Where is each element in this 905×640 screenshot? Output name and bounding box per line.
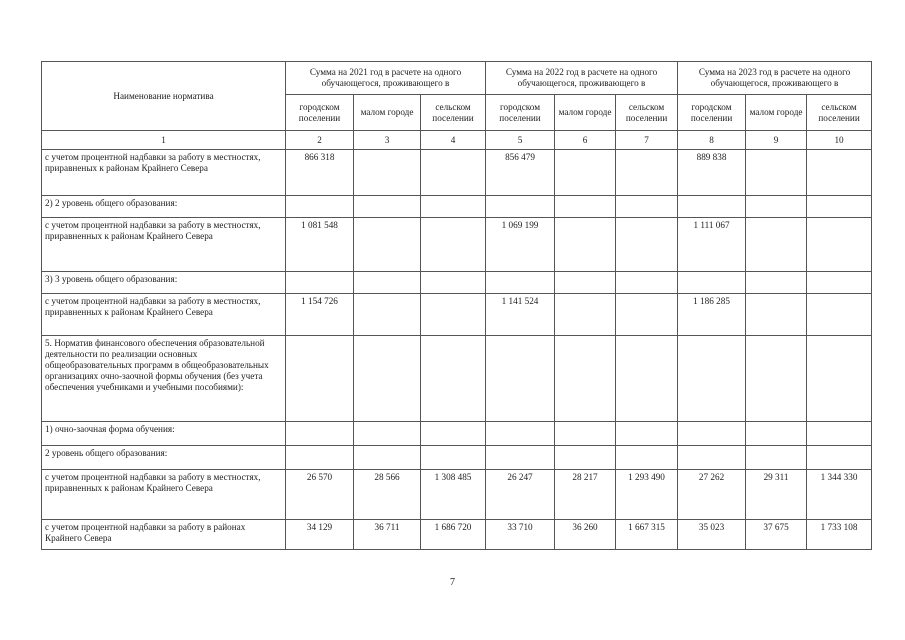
row-value — [807, 336, 872, 422]
row-value: 35 023 — [678, 520, 746, 550]
name-column-header: Наименование норматива — [42, 62, 286, 131]
row-value — [354, 150, 421, 196]
row-value: 28 217 — [555, 470, 616, 520]
row-value — [616, 294, 678, 336]
subheader-rural: сельском поселении — [807, 95, 872, 131]
row-value — [678, 422, 746, 446]
row-value: 28 566 — [354, 470, 421, 520]
subheader-urban: городском поселении — [286, 95, 354, 131]
row-value — [421, 196, 486, 218]
row-value — [354, 196, 421, 218]
row-value — [746, 422, 807, 446]
column-number: 3 — [354, 131, 421, 150]
row-name: 5. Норматив финансового обеспечения образовательной деятельности по реализации основных общеобразовательных программ в общеобразовательных организациях очно-заочной формы обучения (без учета обеспечения учебниками и учебными пособиями): — [42, 336, 286, 422]
row-name: с учетом процентной надбавки за работу в районах Крайнего Севера — [42, 520, 286, 550]
data-rows — [42, 150, 872, 550]
row-value — [354, 336, 421, 422]
column-number-row — [42, 131, 872, 150]
row-value — [354, 422, 421, 446]
column-number: 10 — [807, 131, 872, 150]
subheader-rural: сельском поселении — [421, 95, 486, 131]
row-value — [486, 336, 555, 422]
subheader-small-town: малом городе — [746, 95, 807, 131]
group-header-2023: Сумма на 2023 год в расчете на одного обучающегося, проживающего в — [678, 62, 872, 95]
row-value — [555, 336, 616, 422]
table-row — [42, 196, 872, 218]
group-header-2021: Сумма на 2021 год в расчете на одного обучающегося, проживающего в — [286, 62, 486, 95]
row-value: 34 129 — [286, 520, 354, 550]
column-number: 9 — [746, 131, 807, 150]
row-value — [616, 196, 678, 218]
row-value: 1 141 524 — [486, 294, 555, 336]
subheader-small-town: малом городе — [354, 95, 421, 131]
row-name: 1) очно-заочная форма обучения: — [42, 422, 286, 446]
row-value: 1 111 067 — [678, 218, 746, 272]
row-value: 1 293 490 — [616, 470, 678, 520]
row-value — [555, 446, 616, 470]
row-value — [486, 422, 555, 446]
column-number: 5 — [486, 131, 555, 150]
row-value — [286, 196, 354, 218]
row-value — [555, 196, 616, 218]
table-row — [42, 294, 872, 336]
row-value — [807, 218, 872, 272]
row-value — [678, 446, 746, 470]
row-value — [421, 336, 486, 422]
row-value — [286, 272, 354, 294]
row-value — [616, 422, 678, 446]
row-value — [421, 272, 486, 294]
subheader-small-town: малом городе — [555, 95, 616, 131]
row-value — [555, 294, 616, 336]
row-value — [555, 150, 616, 196]
row-value — [354, 218, 421, 272]
row-value: 36 260 — [555, 520, 616, 550]
row-name: 2) 2 уровень общего образования: — [42, 196, 286, 218]
row-value — [354, 294, 421, 336]
table-row — [42, 422, 872, 446]
row-value — [421, 150, 486, 196]
row-value — [555, 272, 616, 294]
row-value — [486, 196, 555, 218]
row-value — [354, 272, 421, 294]
row-value: 856 479 — [486, 150, 555, 196]
row-value — [555, 218, 616, 272]
row-value — [807, 422, 872, 446]
column-number: 2 — [286, 131, 354, 150]
row-value — [286, 422, 354, 446]
group-header-row — [42, 62, 872, 95]
row-value — [746, 336, 807, 422]
row-value — [746, 294, 807, 336]
page-number: 7 — [450, 577, 455, 588]
row-value — [678, 336, 746, 422]
row-value — [486, 446, 555, 470]
subheader-rural: сельском поселении — [616, 95, 678, 131]
column-number: 1 — [42, 131, 286, 150]
table-row — [42, 272, 872, 294]
row-value: 1 667 315 — [616, 520, 678, 550]
row-name: 3) 3 уровень общего образования: — [42, 272, 286, 294]
row-value — [807, 446, 872, 470]
row-value — [807, 150, 872, 196]
row-value: 866 318 — [286, 150, 354, 196]
row-value — [746, 446, 807, 470]
subheader-urban: городском поселении — [678, 95, 746, 131]
row-value — [746, 196, 807, 218]
row-value — [421, 446, 486, 470]
row-value: 1 186 285 — [678, 294, 746, 336]
row-value — [807, 272, 872, 294]
row-value — [354, 446, 421, 470]
row-name: с учетом процентной надбавки за работу в местностях, приравненных к районам Крайнего Севера — [42, 294, 286, 336]
row-value: 889 838 — [678, 150, 746, 196]
row-value: 27 262 — [678, 470, 746, 520]
row-value: 36 711 — [354, 520, 421, 550]
row-name: с учетом процентной надбавки за работу в местностях, приравненных к районам Крайнего Севера — [42, 218, 286, 272]
column-number: 8 — [678, 131, 746, 150]
row-value — [746, 150, 807, 196]
row-value: 1 686 720 — [421, 520, 486, 550]
row-value — [616, 218, 678, 272]
subheader-urban: городском поселении — [486, 95, 555, 131]
row-value: 1 308 485 — [421, 470, 486, 520]
row-value — [746, 218, 807, 272]
row-name: с учетом процентной надбавки за работу в местностях, приравненых к районам Крайнего Севера — [42, 150, 286, 196]
row-value — [616, 150, 678, 196]
row-value — [421, 294, 486, 336]
row-value — [486, 272, 555, 294]
row-value — [807, 196, 872, 218]
row-value — [678, 272, 746, 294]
row-value — [286, 336, 354, 422]
table-row — [42, 520, 872, 550]
row-value — [286, 446, 354, 470]
column-number: 7 — [616, 131, 678, 150]
row-value — [616, 336, 678, 422]
row-value — [616, 446, 678, 470]
row-value: 37 675 — [746, 520, 807, 550]
table-row — [42, 218, 872, 272]
row-value — [616, 272, 678, 294]
row-value — [555, 422, 616, 446]
column-number: 4 — [421, 131, 486, 150]
row-value: 26 570 — [286, 470, 354, 520]
row-value: 1 069 199 — [486, 218, 555, 272]
row-value: 1 154 726 — [286, 294, 354, 336]
row-value — [678, 196, 746, 218]
row-value: 29 311 — [746, 470, 807, 520]
column-number: 6 — [555, 131, 616, 150]
table-row — [42, 336, 872, 422]
row-value — [421, 422, 486, 446]
group-header-2022: Сумма на 2022 год в расчете на одного обучающегося, проживающего в — [486, 62, 678, 95]
table-row — [42, 470, 872, 520]
row-value: 33 710 — [486, 520, 555, 550]
row-value: 1 081 548 — [286, 218, 354, 272]
row-name: с учетом процентной надбавки за работу в местностях, приравненных к районам Крайнего Севера — [42, 470, 286, 520]
normative-table — [41, 61, 872, 550]
row-value: 1 733 108 — [807, 520, 872, 550]
row-value: 1 344 330 — [807, 470, 872, 520]
row-value — [807, 294, 872, 336]
table-row — [42, 150, 872, 196]
row-value — [421, 218, 486, 272]
table-row — [42, 446, 872, 470]
row-name: 2 уровень общего образования: — [42, 446, 286, 470]
row-value: 26 247 — [486, 470, 555, 520]
row-value — [746, 272, 807, 294]
